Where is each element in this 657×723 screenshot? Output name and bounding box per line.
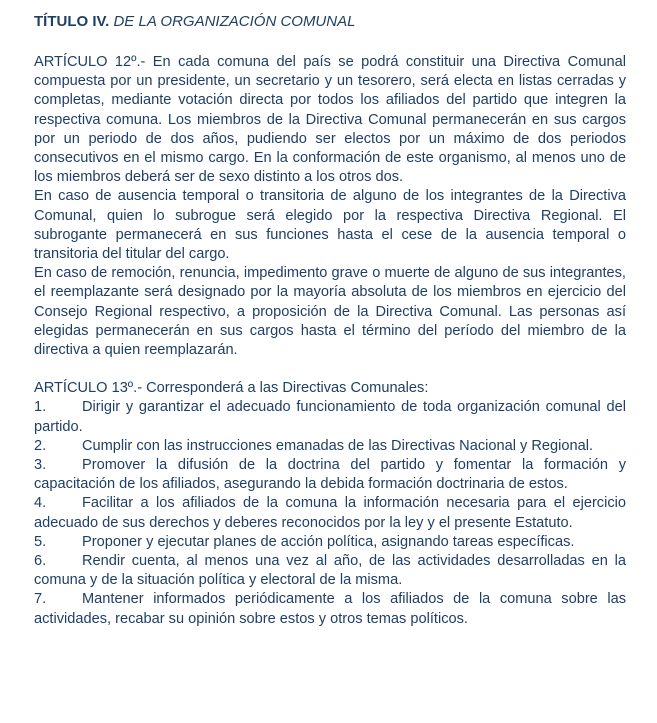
list-item-text: Facilitar a los afiliados de la comuna la información necesaria para el ejercicio adecuado de sus derechos y deberes reconocidos por la ley y el presente Estatuto. — [34, 495, 626, 531]
list-item-number: 3. — [34, 457, 47, 474]
list-item-text: Promover la difusión de la doctrina del partido y fomentar la formación y capacitación de los afiliados, asegurando la debida formación doctrinaria de estos. — [34, 457, 626, 493]
list-item — [34, 533, 626, 552]
list-item-number: 1. — [34, 399, 47, 416]
article-12 — [34, 53, 626, 360]
list-item-text: Dirigir y garantizar el adecuado funcionamiento de toda organización comunal del partido. — [34, 399, 626, 435]
article-12-paragraph: ARTÍCULO 12º.- En cada comuna del país se podrá constituir una Directiva Comunal compuesta por un presidente, un secretario y un tesorero, será electa en listas cerradas y completas, mediante votación directa por todos los afiliados del partido que integren la respectiva comuna. Los miembros de la Directiva Comunal permanecerán en sus cargos por un periodo de dos años, pudiendo ser electos por un máximo de dos periodos consecutivos en el mismo cargo. En la conformación de este organismo, al menos uno de los miembros deberá ser de sexo distinto a los otros dos. — [34, 54, 626, 186]
article-12-paragraph: En caso de remoción, renuncia, impedimento grave o muerte de alguno de sus integrantes, el reemplazante será designado por la mayoría absoluta de los miembros en ejercicio del Consejo Regional respectivo, a proposición de la Directiva Comunal. Las personas así elegidas permanecerán en sus cargos hasta el término del período del miembro de la directiva a quien reemplazarán. — [34, 265, 626, 359]
list-item-text: Rendir cuenta, al menos una vez al año, de las actividades desarrolladas en la comuna y de la situación política y electoral de la misma. — [34, 553, 626, 589]
list-item — [34, 494, 626, 532]
title-number: TÍTULO IV. — [34, 13, 110, 30]
article-12-paragraph: En caso de ausencia temporal o transitoria de alguno de los integrantes de la Directiva Comunal, quien lo subrogue será elegido por la respectiva Directiva Regional. El subrogante permanecerá en sus funciones hasta el cese de la ausencia temporal o transitoria del titular del cargo. — [34, 188, 626, 263]
list-item — [34, 398, 626, 436]
article-13 — [34, 379, 626, 629]
list-item-number: 7. — [34, 591, 47, 608]
list-item — [34, 552, 626, 590]
paragraph-gap — [34, 360, 626, 379]
list-item-number: 4. — [34, 495, 47, 512]
list-item-text: Proponer y ejecutar planes de acción política, asignando tareas específicas. — [82, 533, 575, 550]
list-item-number: 6. — [34, 553, 47, 570]
list-item-number: 5. — [34, 533, 47, 550]
list-item-text: Mantener informados periódicamente a los afiliados de la comuna sobre las actividades, recabar su opinión sobre estos y otros temas políticos. — [34, 591, 626, 627]
list-item — [34, 456, 626, 494]
list-item-text: Cumplir con las instrucciones emanadas de las Directivas Nacional y Regional. — [82, 437, 594, 454]
document-page — [34, 12, 626, 629]
list-item — [34, 437, 626, 456]
section-title — [34, 12, 626, 32]
article-13-intro: ARTÍCULO 13º.- Corresponderá a las Directivas Comunales: — [34, 380, 429, 397]
list-item-number: 2. — [34, 437, 47, 454]
title-name: DE LA ORGANIZACIÓN COMUNAL — [113, 13, 356, 30]
list-item — [34, 590, 626, 628]
